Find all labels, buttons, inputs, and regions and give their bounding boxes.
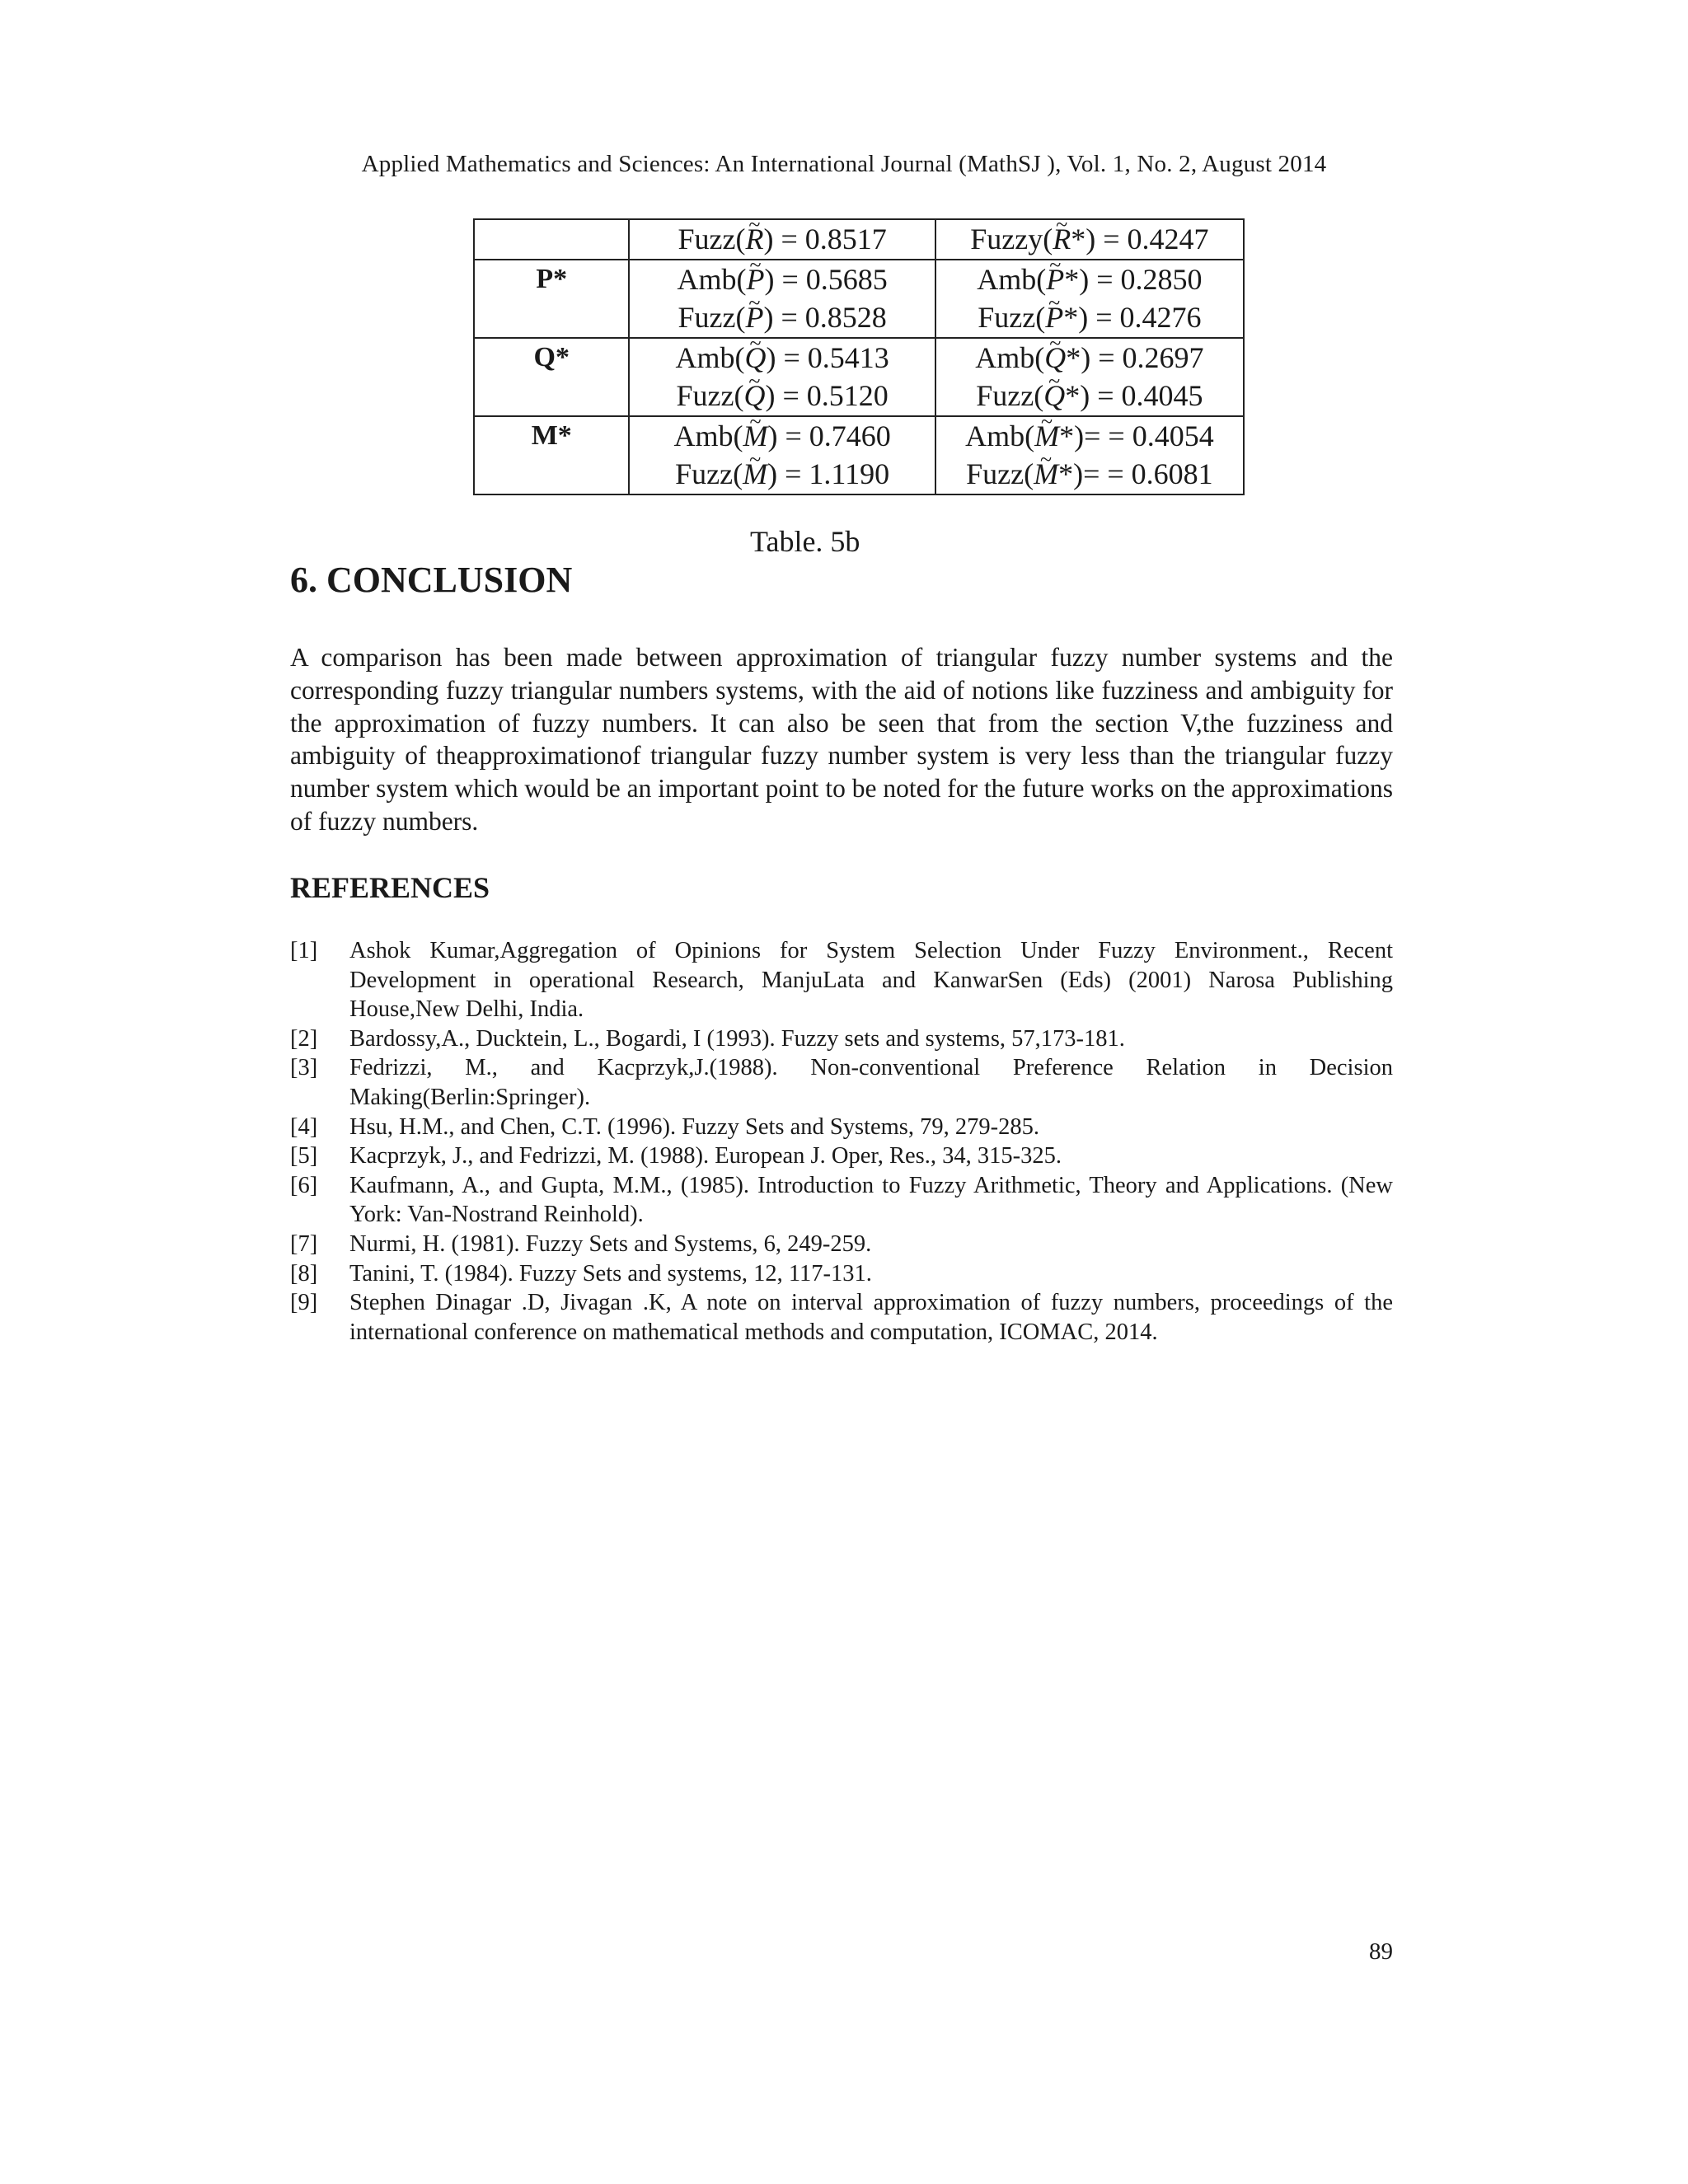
row-label: [474, 219, 629, 260]
row-label: [474, 455, 629, 494]
measure-value: *) = 0.2697: [1066, 340, 1204, 374]
measure-value: ) = 0.5685: [764, 262, 888, 296]
reference-item: [290, 1141, 1393, 1171]
row-label: P*: [474, 260, 629, 299]
table-caption: Table. 5b: [750, 525, 860, 558]
reference-item: [290, 1024, 1393, 1054]
fuzzy-symbol: ~ M: [1034, 417, 1059, 456]
cell-original: [629, 377, 935, 416]
table-row: [474, 219, 1244, 260]
table-row: [474, 377, 1244, 416]
cell-original: [629, 260, 935, 299]
measure-name: Fuzz(: [966, 457, 1034, 490]
reference-item: [290, 1259, 1393, 1289]
reference-number: [4]: [290, 1113, 318, 1140]
fuzzy-symbol: ~ M: [743, 455, 767, 494]
reference-number: [5]: [290, 1143, 318, 1169]
measure-name: Amb(: [675, 340, 745, 374]
cell-approximation: [935, 377, 1244, 416]
running-header: Applied Mathematics and Sciences: An International Journal (MathSJ ), Vol. 1, No. 2, August 2014: [361, 151, 1327, 177]
reference-text: Kaufmann, A., and Gupta, M.M., (1985). Introduction to Fuzzy Arithmetic, Theory and Applications. (New York: Van-Nostrand Reinhold).: [349, 1172, 1393, 1228]
fuzzy-symbol: ~ Q: [744, 339, 766, 377]
measure-value: *) = 0.4247: [1071, 223, 1209, 255]
reference-number: [8]: [290, 1260, 318, 1286]
reference-text: Ashok Kumar,Aggregation of Opinions for System Selection Under Fuzzy Environment., Recent Development in operational Research, ManjuLata and KanwarSen (Eds) (2001) Narosa Publishing House,New Delhi, India.: [349, 938, 1393, 1023]
cell-approximation: [935, 416, 1244, 456]
measure-name: Amb(: [677, 262, 747, 296]
references-list: [290, 936, 1393, 1347]
fuzzy-symbol: ~ P: [745, 298, 763, 337]
page-number: 89: [1369, 1938, 1393, 1965]
cell-original: [629, 219, 935, 260]
measure-name: Fuzz(: [678, 223, 746, 255]
reference-text: Tanini, T. (1984). Fuzzy Sets and systems, 12, 117-131.: [349, 1260, 872, 1286]
fuzzy-symbol: ~ M: [743, 417, 767, 456]
measure-name: Fuzz(: [676, 379, 744, 412]
measure-name: Fuzz(: [678, 301, 746, 334]
row-label: [474, 377, 629, 416]
measure-name: Amb(: [975, 340, 1045, 374]
cell-original: [629, 338, 935, 377]
reference-text: Fedrizzi, M., and Kacprzyk,J.(1988). Non-conventional Preference Relation in Decision Making(Berlin:Springer).: [349, 1055, 1393, 1110]
cell-original: [629, 455, 935, 494]
reference-text: Kacprzyk, J., and Fedrizzi, M. (1988). European J. Oper, Res., 34, 315-325.: [349, 1143, 1062, 1169]
measure-value: ) = 1.1190: [767, 457, 890, 490]
fuzzy-symbol: ~ R: [745, 220, 763, 259]
results-table: [473, 218, 1245, 495]
measure-name: Amb(: [977, 262, 1047, 296]
fuzzy-symbol: ~ Q: [1043, 377, 1065, 415]
reference-item: [290, 1230, 1393, 1259]
reference-text: Stephen Dinagar .D, Jivagan .K, A note on interval approximation of fuzzy numbers, proceedings of the international conference on mathematical methods and computation, ICOMAC, 2014.: [349, 1290, 1393, 1345]
cell-approximation: [935, 455, 1244, 494]
reference-number: [1]: [290, 938, 318, 963]
fuzzy-symbol: ~ Q: [1044, 339, 1066, 377]
cell-original: [629, 416, 935, 456]
cell-original: [629, 298, 935, 338]
measure-name: Amb(: [965, 419, 1035, 452]
conclusion-heading: 6. CONCLUSION: [290, 560, 573, 600]
row-label: Q*: [474, 338, 629, 377]
measure-value: ) = 0.5413: [766, 340, 889, 374]
reference-item: [290, 1171, 1393, 1230]
cell-approximation: [935, 338, 1244, 377]
row-label: M*: [474, 416, 629, 456]
reference-item: [290, 936, 1393, 1024]
table-row: [474, 260, 1244, 299]
measure-value: ) = 0.7460: [767, 419, 891, 452]
measure-value: *) = 0.2850: [1064, 262, 1203, 296]
measure-name: Fuzz(: [976, 379, 1044, 412]
table-row: [474, 455, 1244, 494]
table-row: [474, 338, 1244, 377]
table-row: [474, 416, 1244, 456]
reference-item: [290, 1053, 1393, 1112]
fuzzy-symbol: ~ Q: [743, 377, 765, 415]
measure-name: Fuzz(: [675, 457, 743, 490]
row-label: [474, 298, 629, 338]
measure-name: Fuzz(: [978, 301, 1046, 334]
measure-value: *)= = 0.6081: [1058, 457, 1213, 490]
table-row: [474, 298, 1244, 338]
cell-approximation: [935, 260, 1244, 299]
reference-number: [9]: [290, 1290, 318, 1316]
measure-value: ) = 0.8517: [763, 223, 887, 255]
fuzzy-symbol: ~ P: [1046, 260, 1064, 299]
reference-text: Hsu, H.M., and Chen, C.T. (1996). Fuzzy Sets and Systems, 79, 279-285.: [349, 1113, 1040, 1140]
measure-name: Amb(: [673, 419, 743, 452]
reference-number: [2]: [290, 1025, 318, 1052]
references-heading: REFERENCES: [290, 871, 490, 904]
reference-item: [290, 1288, 1393, 1347]
measure-value: *) = 0.4045: [1065, 379, 1203, 412]
reference-number: [6]: [290, 1172, 318, 1198]
reference-item: [290, 1113, 1393, 1142]
fuzzy-symbol: ~ P: [746, 260, 764, 299]
fuzzy-symbol: ~ R: [1053, 220, 1071, 259]
measure-value: *) = 0.4276: [1063, 301, 1202, 334]
reference-number: [7]: [290, 1230, 318, 1257]
fuzzy-symbol: ~ P: [1045, 298, 1063, 337]
measure-value: *)= = 0.4054: [1059, 419, 1214, 452]
reference-text: Nurmi, H. (1981). Fuzzy Sets and Systems, 6, 249-259.: [349, 1230, 872, 1257]
reference-text: Bardossy,A., Ducktein, L., Bogardi, I (1993). Fuzzy sets and systems, 57,173-181.: [349, 1025, 1125, 1052]
fuzzy-symbol: ~ M: [1034, 455, 1058, 494]
cell-approximation: [935, 298, 1244, 338]
measure-value: ) = 0.8528: [763, 301, 887, 334]
reference-number: [3]: [290, 1055, 318, 1081]
conclusion-paragraph: A comparison has been made between approximation of triangular fuzzy number systems and the corresponding fuzzy triangular numbers systems, with the aid of notions like fuzziness and ambiguity for the approximation of fuzzy numbers. It can also be seen that from the section V,the fuzziness and ambiguity of theapproximationof triangular fuzzy number system is very less than the triangular fuzzy number system which would be an important point to be noted for the future works on the approximations of fuzzy numbers.: [290, 643, 1393, 836]
measure-value: ) = 0.5120: [765, 379, 889, 412]
cell-approximation: [935, 219, 1244, 260]
measure-name: Fuzzy(: [970, 223, 1053, 255]
